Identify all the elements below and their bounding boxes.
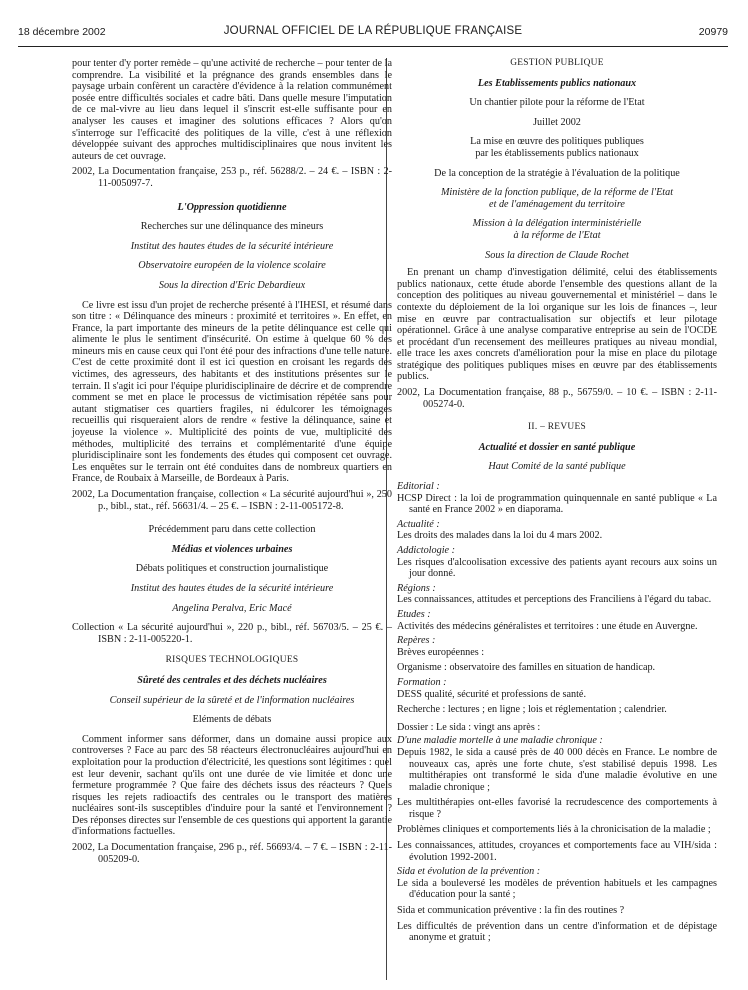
dossier-item: Problèmes cliniques et comportements liés à la chronicisation de la maladie ;: [397, 824, 711, 836]
book1-body: Ce livre est issu d'un projet de recherche présenté à l'IHESI, et résumé dans son titre : « Délinquance des mineurs : proximité et territoires ». En effet, en France, la part importante des mineurs de la petite délinquance est celle qui alimente le plus le sentiment d'insécurité. On estime à quelque 60 % des mineurs mis en cause ceux qui l'ont été pour des infractions d'une telle nature. C'est de cette proximité dont il est ici question en croisant les regards des victimes, des agresseurs, des habitants et des institutions présentes sur le terrain. Il s'agit ici pour l'équipe pluridisciplinaire de décrire et de comprendre comment se met en place le processus de victimisation répétée sans pour autant stigmatiser ces quartiers fragiles, ni édulcorer les témoignages recueillis qui risqueraient alors de rendre « festive la délinquance, saine et joyeuse la violence ». Multiplicité des points de vue, multiplicité des méthodes, multiplicité des terrains et complémentarité d'une équipe pluridisciplinaire sont les fondements des études qui composent cet ouvrage. Les enquêtes sur le terrain ont été conduites dans de nombreux quartiers en France, de Roubaix à Marseille, de Bordeaux à Paris.: [72, 299, 392, 485]
header-date: 18 décembre 2002: [18, 26, 106, 38]
ministry-line2: et de l'aménagement du territoire: [489, 198, 625, 210]
item-text: Les connaissances, attitudes et perceptions des Franciliens à l'égard du tabac.: [397, 594, 712, 606]
book3-reference: 2002, La Documentation française, 296 p., réf. 56693/4. – 7 €. – ISBN : 2-11-005209-0.: [72, 842, 392, 865]
item-label: Formation :: [397, 676, 447, 688]
gestion-body: En prenant un champ d'investigation délimité, celui des établissements publics nationaux, cette étude aborde l'ensemble des questions allant de la conception des politiques au niveau gouvernemental et ministériel – dans le contexte du déploiement de la loi organique sur les lois de finances –, leur mise en œuvre par contractualisation sur objectifs et leur pilotage opérationnel. Grâce à une analyse comparative entreprise au sein de l'OCDE et procédant d'un recensement des meilleures pratiques au niveau mondial, elle trace les axes concrets d'amélioration pour la mise en place du pilotage stratégique des politiques publiques mises en œuvre par des établissements publics.: [397, 267, 717, 383]
left-column: [72, 58, 392, 865]
item-text: Brèves européennes :: [397, 646, 485, 658]
prevention-item: Sida et communication préventive : la fin des routines ?: [397, 905, 625, 917]
item-label: Addictologie :: [397, 545, 455, 556]
dossier-heading: Dossier : Le sida : vingt ans après :: [397, 721, 541, 733]
page-header: [18, 26, 728, 42]
gestion-date: Juillet 2002: [533, 116, 581, 128]
item-label: Editorial :: [397, 481, 440, 493]
page-number: 20979: [698, 26, 728, 38]
gestion-reference: 2002, La Documentation française, 88 p., 56759/0. – 10 €. – ISBN : 2-11-005274-0.: [397, 387, 717, 410]
item-text: Organisme : observatoire des familles en situation de handicap.: [397, 662, 656, 674]
mission-line1: Mission à la délégation interministérielle: [472, 218, 642, 230]
section-revues: II. – REVUES: [527, 422, 587, 433]
dossier-subheading: D'une maladie mortelle à une maladie chronique :: [397, 735, 603, 747]
header-rule: [18, 46, 728, 47]
book1-org2: Observatoire européen de la violence scolaire: [138, 260, 326, 272]
book3-org: Conseil supérieur de la sûreté et de l'information nucléaires: [109, 694, 355, 706]
prevention-item: Les difficultés de prévention dans un centre d'information et de dépistage anonyme et gratuit ;: [397, 920, 717, 944]
book2-reference: Collection « La sécurité aujourd'hui », 220 p., bibl., réf. 56703/5. – 25 €. – ISBN : 2-11-005220-1.: [72, 622, 392, 645]
item-label: Régions :: [397, 582, 436, 594]
journal-title: JOURNAL OFFICIEL DE LA RÉPUBLIQUE FRANÇAISE: [223, 25, 523, 37]
book2-org: Institut des hautes études de la sécurité intérieure: [130, 582, 334, 594]
previous-note: Précédemment paru dans cette collection: [148, 524, 316, 536]
book3-title: Sûreté des centrales et des déchets nucléaires: [137, 674, 327, 686]
item-label: Repères :: [397, 635, 436, 647]
dossier-item: Les multithérapies ont-elles favorisé la recrudescence des comportements à risque ?: [397, 797, 717, 820]
book3-subtitle: Eléments de débats: [192, 714, 272, 726]
section-risques: RISQUES TECHNOLOGIQUES: [165, 655, 299, 666]
book2-title: Médias et violences urbaines: [171, 543, 293, 555]
revue-title: Actualité et dossier en santé publique: [478, 441, 636, 453]
book2-authors: Angelina Peralva, Eric Macé: [172, 602, 292, 614]
item-label: Actualité :: [397, 518, 440, 530]
dossier-item: Les connaissances, attitudes, croyances et comportements face au VIH/sida : évolution 1992-2001.: [397, 840, 717, 863]
right-column: [397, 58, 717, 944]
mission-line2: à la réforme de l'Etat: [513, 229, 601, 241]
gestion-subtitle1: Un chantier pilote pour la réforme de l'Etat: [469, 97, 645, 109]
gestion-subtitle2a: La mise en œuvre des politiques publiques: [470, 136, 644, 148]
prevention-item: Le sida a bouleversé les modèles de prévention habituels et les campagnes d'éducation pour la santé ;: [397, 877, 717, 901]
prevention-subheading: Sida et évolution de la prévention :: [397, 866, 541, 878]
intro-paragraph: pour tenter d'y porter remède – qu'une activité de recherche – pour tenter de la comprendre. La visibilité et la prégnance des grands ensembles dans le paysage urbain confèrent un caractère d'évidence à la relation communément posée entre difficultés sociales et cadre bâti. Dans quelle mesure l'imputation de ce mal-vivre au lieu dans lequel il s'inscrit est-elle suffisante pour en analyser les causes et imaginer des solutions efficaces ? Alors qu'on s'interroge sur l'efficacité des politiques de la ville, c'est à une réflexion développée suivant des approches multidisciplinaires que nous invitent les auteurs de cet ouvrage.: [72, 58, 392, 162]
series-title: Les Etablissements publics nationaux: [477, 77, 637, 89]
book1-director: Sous la direction d'Eric Debardieux: [158, 279, 306, 291]
gestion-subtitle3: De la conception de la stratégie à l'évaluation de la politique: [434, 167, 680, 179]
revue-contents: [397, 481, 717, 944]
item-text: Les risques d'alcoolisation excessive des patients ayant recours aux soins un jour donné.: [397, 556, 717, 580]
gestion-subtitle2b: par les établissements publics nationaux: [475, 147, 639, 159]
item-text: HCSP Direct : la loi de programmation quinquennale en santé publique « La santé en France 2002 » en diaporama.: [397, 492, 717, 516]
item-text: Activités des médecins généralistes et territoires : une étude en Auvergne.: [397, 620, 698, 632]
dossier-item: Depuis 1982, le sida a causé près de 40 000 décès en France. Le nombre de nouveaux cas, après une forte chute, s'est stabilisé depuis 1998. Les multithérapies ont transformé le sida d'une maladie évolutive en une maladie chronique ;: [397, 746, 717, 793]
book1-org1: Institut des hautes études de la sécurité intérieure: [130, 240, 334, 252]
section-gestion: GESTION PUBLIQUE: [510, 58, 604, 68]
intro-reference: 2002, La Documentation française, 253 p., réf. 56288/2. – 24 €. – ISBN : 2-11-005097-7.: [72, 166, 392, 189]
item-label: Etudes :: [397, 608, 431, 620]
book2-subtitle: Débats politiques et construction journalistique: [135, 563, 329, 575]
book1-title: L'Oppression quotidienne: [177, 201, 287, 213]
book1-subtitle: Recherches sur une délinquance des mineurs: [140, 221, 324, 233]
item-text: Les droits des malades dans la loi du 4 mars 2002.: [397, 530, 603, 542]
item-text: DESS qualité, sécurité et professions de santé.: [397, 688, 586, 700]
book3-body: Comment informer sans déformer, dans un domaine aussi propice aux controverses ? Face au parc des 58 réacteurs électronucléaires aujourd'hui en exploitation pour la production d'électricité, les questions sont légitimes : quel est leur devenir, sachant qu'ils ont une durée de vie limitée et donc une fermeture programmée ? Que faire des déchets issus des réacteurs ? Quels risques les rejets radioactifs des centrales ou le transport des matières nucléaires sont-ils susceptibles d'induire pour la santé et l'environnement ? Des réponses directes sur l'ensemble de ces questions qui apportent la garantie d'informations factuelles.: [72, 733, 392, 838]
gestion-director: Sous la direction de Claude Rochet: [485, 249, 629, 261]
book1-reference: 2002, La Documentation française, collection « La sécurité aujourd'hui », 250 p., bibl., stat., réf. 56631/4. – 25 €. – ISBN : 2-11-005172-8.: [72, 489, 392, 512]
revue-org: Haut Comité de la santé publique: [488, 461, 626, 473]
ministry-line1: Ministère de la fonction publique, de la réforme de l'Etat: [440, 187, 674, 199]
item-text: Recherche : lectures ; en ligne ; lois et réglementation ; calendrier.: [397, 704, 667, 716]
